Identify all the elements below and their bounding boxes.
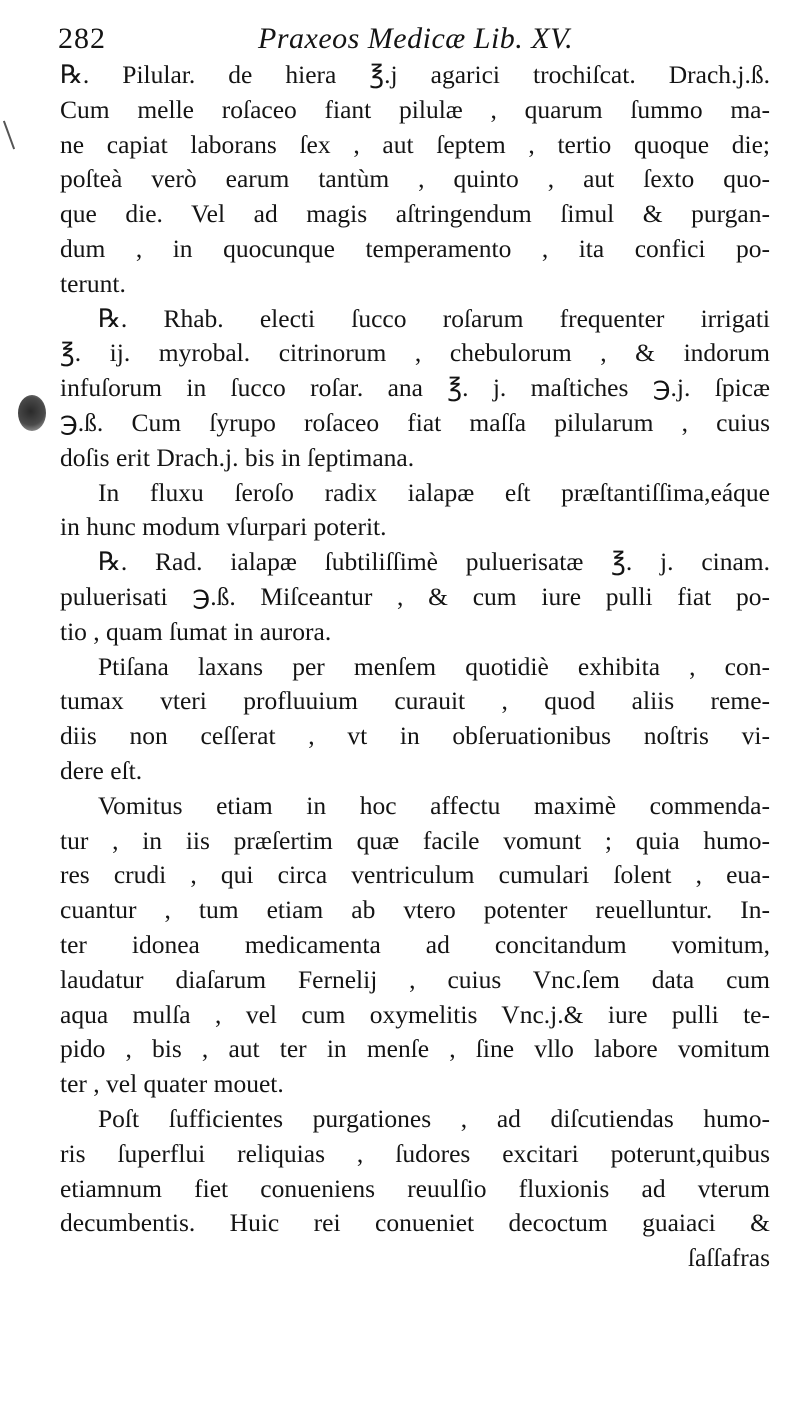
text-line: decumbentis. Huic rei conueniet decoctum guaiaci & bbox=[60, 1208, 770, 1238]
text-line: doſis erit Drach.j. bis in ſeptimana. bbox=[60, 442, 415, 472]
text-line: dum , in quocunque temperamento , ita confici po- bbox=[60, 233, 770, 263]
text-line: aqua mulſa , vel cum oxymelitis Vnc.j.& iure pulli te- bbox=[60, 999, 770, 1029]
text-line: cuantur , tum etiam ab vtero potenter reuelluntur. In- bbox=[60, 895, 770, 925]
text-line: ℞. Rad. ialapæ ſubtiliſſimè puluerisatæ ℥. j. cinam. bbox=[98, 547, 770, 577]
page-header bbox=[58, 18, 618, 58]
text-line: ℈.ß. Cum ſyrupo roſaceo fiat maſſa pilularum , cuius bbox=[60, 407, 770, 437]
text-line: ne capiat laborans ſex , aut ſeptem , tertio quoque die; bbox=[60, 129, 770, 159]
text-line: terunt. bbox=[60, 268, 126, 298]
margin-pen-mark bbox=[3, 121, 15, 150]
text-line: tur , in iis præſertim quæ facile vomunt ; quia humo- bbox=[60, 825, 770, 855]
text-line: laudatur diaſarum Fernelij , cuius Vnc.ſem data cum bbox=[60, 964, 770, 994]
text-line: dere eſt. bbox=[60, 755, 143, 785]
text-line: pido , bis , aut ter in menſe , ſine vllo labore vomitum bbox=[60, 1034, 770, 1064]
text-line: infuſorum in ſucco roſar. ana ℥. j. maſtiches ℈.j. ſpicæ bbox=[60, 373, 770, 403]
text-line: ris ſuperflui reliquias , ſudores excitari poterunt,quibus bbox=[60, 1138, 770, 1168]
catchword: ſaſſafras bbox=[687, 1243, 770, 1273]
text-line: diis non ceſſerat , vt in obſeruationibus noſtris vi- bbox=[60, 721, 770, 751]
text-line: tio , quam ſumat in aurora. bbox=[60, 616, 332, 646]
text-line: Ptiſana laxans per menſem quotidiè exhibita , con- bbox=[98, 651, 770, 681]
text-line: que die. Vel ad magis aſtringendum ſimul & purgan- bbox=[60, 199, 770, 229]
text-line: etiamnum fiet conueniens reuulſio fluxionis ad vterum bbox=[60, 1173, 770, 1203]
ink-blot bbox=[18, 395, 46, 431]
text-line: poſteà verò earum tantùm , quinto , aut ſexto quo- bbox=[60, 164, 770, 194]
text-line: ℞. Pilular. de hiera ℥.j agarici trochiſcat. Drach.j.ß. bbox=[60, 60, 770, 89]
text-line: in hunc modum vſurpari poterit. bbox=[60, 512, 387, 542]
text-line: Poſt ſufficientes purgationes , ad diſcutiendas humo- bbox=[98, 1103, 770, 1133]
running-title: Praxeos Medicæ Lib. XV. bbox=[258, 22, 574, 55]
text-line: Cum melle roſaceo fiant pilulæ , quarum ſummo ma- bbox=[60, 94, 770, 124]
text-line: In fluxu ſeroſo radix ialapæ eſt præſtantiſſima,eáque bbox=[98, 477, 770, 507]
text-line: ℞. Rhab. electi ſucco roſarum frequenter irrigati bbox=[98, 303, 770, 333]
text-line: tumax vteri profluuium curauit , quod aliis reme- bbox=[60, 686, 770, 716]
text-line: ℥. ij. myrobal. citrinorum , chebulorum , & indorum bbox=[60, 338, 770, 368]
text-line: puluerisati ℈.ß. Miſceantur , & cum iure pulli fiat po- bbox=[60, 581, 770, 611]
text-line: res crudi , qui circa ventriculum cumulari ſolent , eua- bbox=[60, 860, 770, 890]
text-line: ter idonea medicamenta ad concitandum vomitum, bbox=[60, 929, 770, 959]
text-line: ter , vel quater mouet. bbox=[60, 1069, 284, 1099]
text-line: Vomitus etiam in hoc affectu maximè commenda- bbox=[98, 790, 770, 820]
page-number: 282 bbox=[58, 22, 106, 55]
body-text bbox=[60, 58, 770, 1276]
